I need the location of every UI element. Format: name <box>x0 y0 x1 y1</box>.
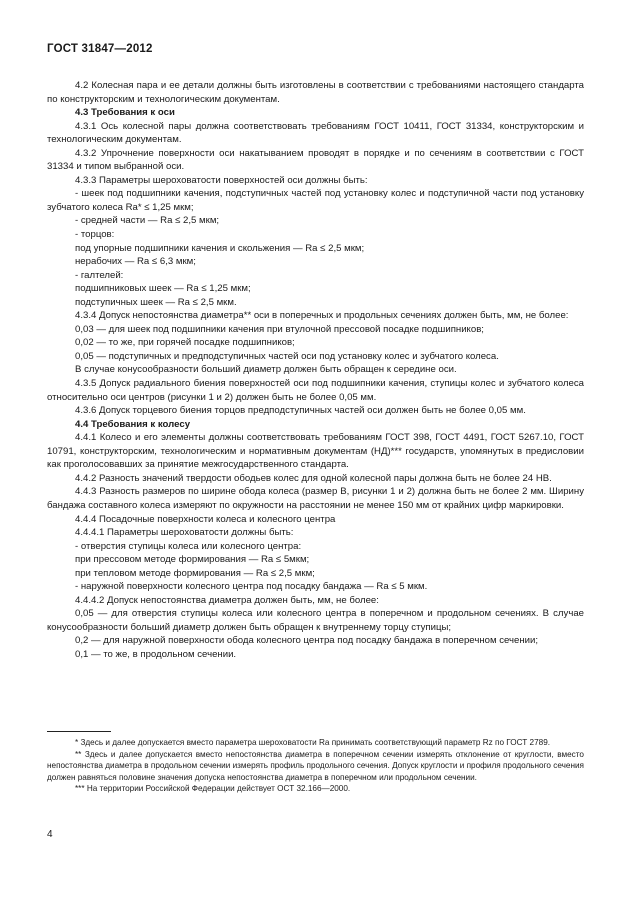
list-item: - шеек под подшипники качения, подступичных частей под установку колес и подступичной части под установку зубчатого колеса Ra* ≤ 1,25 мкм; <box>47 188 584 213</box>
section-heading-4-4: 4.4 Требования к колесу <box>75 418 191 430</box>
paragraph-4-4-1: 4.4.1 Колесо и его элементы должны соответствовать требованиям ГОСТ 398, ГОСТ 4491, ГОСТ 5267.10, ГОСТ 10791, конструкторским, технологическим и нормативным документам (НД)*** государств, упомянутых в предисловии как проголосовавших за принятие межгосударственного стандарта. <box>47 432 584 471</box>
paragraph-4-3-2: 4.3.2 Упрочнение поверхности оси накатыванием проводят в порядке и по сечениям в соответствии с ГОСТ 31334 и типом выбранной оси. <box>47 147 584 173</box>
list-item: - торцов: <box>75 229 115 241</box>
section-heading-4-3: 4.3 Требования к оси <box>75 107 175 119</box>
list-item: при прессовом методе формирования — Ra ≤ 5мкм; <box>75 554 310 566</box>
paragraph-4-2: 4.2 Колесная пара и ее детали должны быть изготовлены в соответствии с требованиями настоящего стандарта по конструкторским и технологическим документам. <box>47 80 584 105</box>
list-item: - средней части — Ra ≤ 2,5 мкм; <box>75 215 220 227</box>
paragraph-4-4-2: 4.4.2 Разность значений твердости ободьев колес для одной колесной пары должна быть не более 24 НВ. <box>75 472 552 484</box>
footnote-divider <box>47 731 111 732</box>
list-item: 0,02 — то же, при горячей посадке подшипников; <box>75 337 295 349</box>
list-item: под упорные подшипники качения и скольжения — Ra ≤ 2,5 мкм; <box>75 242 365 254</box>
paragraph-4-4-3: 4.4.3 Разность размеров по ширине обода колеса (размер В, рисунки 1 и 2) должна быть не более 2 мм. Ширину бандажа составного колеса измеряют по окружности на расстоянии не менее 150 мм от крайних цифр маркировки. <box>47 486 584 511</box>
paragraph-4-3-1: 4.3.1 Ось колесной пары должна соответствовать требованиям ГОСТ 10411, ГОСТ 31334, конструкторским и технологическим документам. <box>47 120 584 146</box>
list-item: 0,05 — для отверстия ступицы колеса или колесного центра в поперечном и продольном сечениях. В случае конусообразности больший диаметр должен быть обращен к внутреннему торцу ступицы; <box>47 608 584 633</box>
document-header: ГОСТ 31847—2012 <box>47 43 153 55</box>
paragraph-4-3-3: 4.3.3 Параметры шероховатости поверхностей оси должны быть: <box>75 174 368 186</box>
list-item: подступичных шеек — Ra ≤ 2,5 мкм. <box>75 296 237 308</box>
footnote: ** Здесь и далее допускается вместо непостоянства диаметра в поперечном сечении измерять отклонение от круглости, вместо непостоянства диаметра в продольном сечении измерять профиль продольного сечения. Допуск круглости и профиля продольного сечения должен равняться половине значения допуска непостоянства диаметра в поперечном или продольном сечении. <box>47 749 584 782</box>
paragraph-4-3-6: 4.3.6 Допуск торцевого биения торцов предподступичных частей оси должен быть не более 0,05 мм. <box>75 405 526 417</box>
list-item: 0,03 — для шеек под подшипники качения при втулочной прессовой посадке подшипников; <box>75 323 484 335</box>
list-item: 0,1 — то же, в продольном сечении. <box>75 648 237 660</box>
page-number: 4 <box>47 829 53 840</box>
paragraph-4-4-4-1: 4.4.4.1 Параметры шероховатости должны быть: <box>75 527 294 539</box>
document-body <box>47 79 584 662</box>
list-item: при тепловом методе формирования — Ra ≤ 2,5 мкм; <box>75 567 315 579</box>
list-item: 0,05 — подступичных и предподступичных частей оси под установку колес и зубчатого колеса. <box>75 350 499 362</box>
footnote: *** На территории Российской Федерации действует ОСТ 32.166—2000. <box>75 784 351 794</box>
paragraph-4-3-4: 4.3.4 Допуск непостоянства диаметра** оси в поперечных и продольных сечениях должен быть, мм, не более: <box>75 310 569 322</box>
footnotes <box>47 737 584 795</box>
list-item: 0,2 — для наружной поверхности обода колесного центра под посадку бандажа в поперечном сечении; <box>75 635 539 647</box>
list-item: нерабочих — Ra ≤ 6,3 мкм; <box>75 256 196 268</box>
paragraph-4-4-4: 4.4.4 Посадочные поверхности колеса и колесного центра <box>75 513 336 525</box>
paragraph: В случае конусообразности больший диаметр должен быть обращен к середине оси. <box>75 364 457 376</box>
paragraph-4-4-4-2: 4.4.4.2 Допуск непостоянства диаметра должен быть, мм, не более: <box>75 594 379 606</box>
list-item: - отверстия ступицы колеса или колесного центра: <box>75 540 302 552</box>
paragraph-4-3-5: 4.3.5 Допуск радиального биения поверхностей оси под подшипники качения, ступицы колес и зубчатого колеса относительно оси центров (рисунки 1 и 2) должен быть не более 0,05 мм. <box>47 378 584 403</box>
list-item: - галтелей: <box>75 269 124 281</box>
footnote: * Здесь и далее допускается вместо параметра шероховатости Ra принимать соответствующий параметр Rz по ГОСТ 2789. <box>75 738 551 747</box>
list-item: - наружной поверхности колесного центра под посадку бандажа — Ra ≤ 5 мкм. <box>75 581 428 593</box>
list-item: подшипниковых шеек — Ra ≤ 1,25 мкм; <box>75 283 251 295</box>
